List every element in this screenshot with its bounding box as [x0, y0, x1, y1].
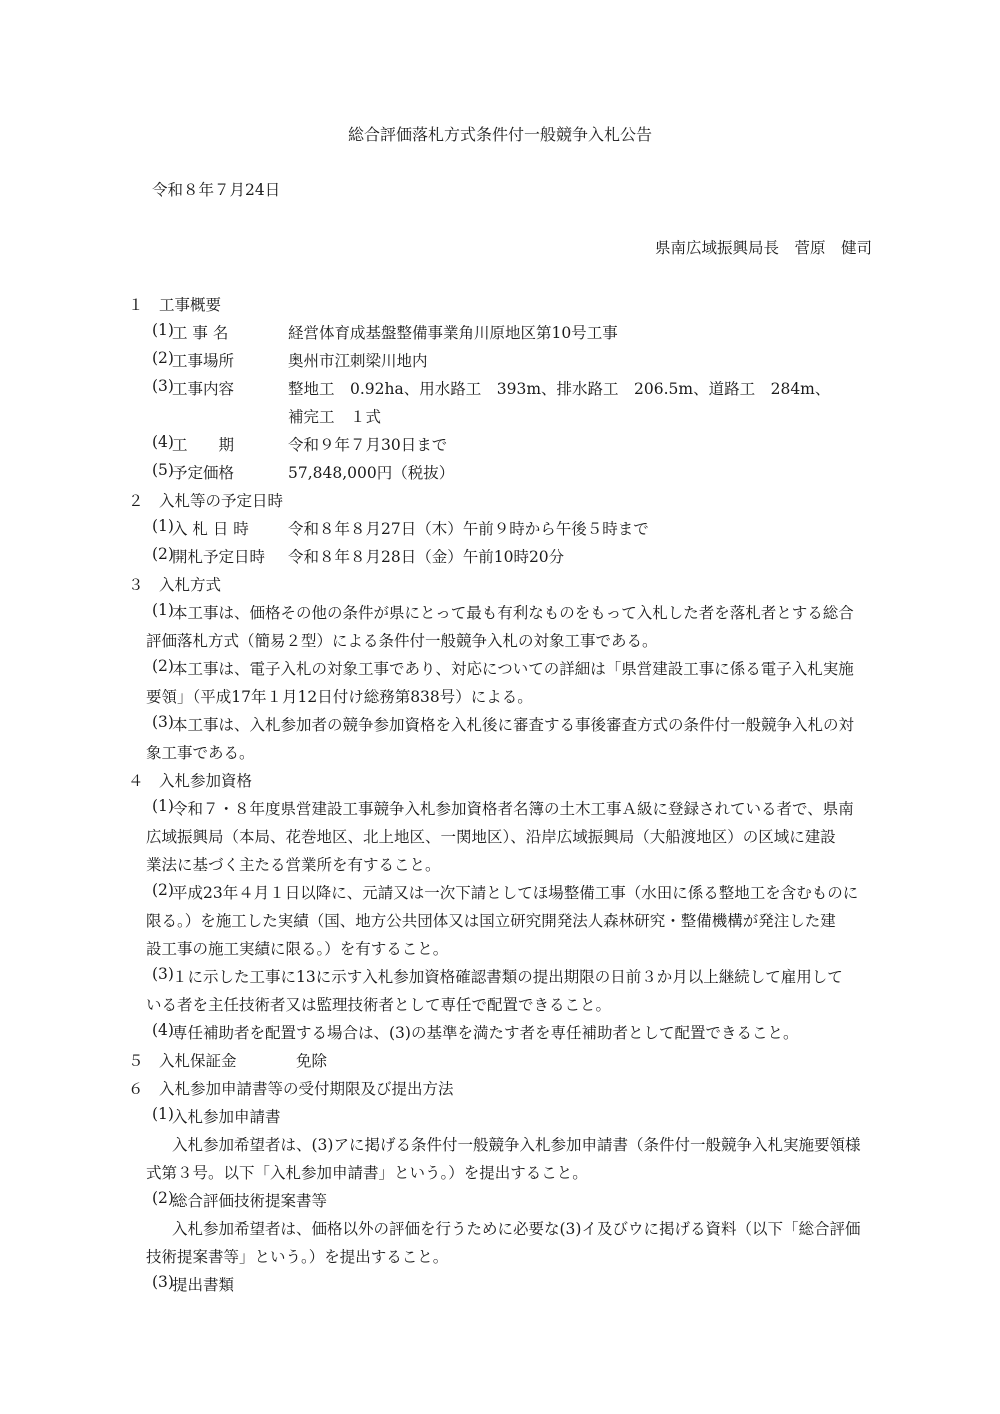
paragraph-num: (1) — [152, 601, 174, 619]
section-2-heading: ２ 入札等の予定日時 — [128, 492, 284, 510]
item-value: 令和９年７月30日まで — [288, 436, 448, 454]
item-label: 工 期 — [172, 436, 235, 454]
issuer-name: 県南広域振興局長 菅原 健司 — [654, 239, 872, 257]
item-num: (1) — [152, 517, 174, 535]
paragraph-line: 評価落札方式（簡易２型）による条件付一般競争入札の対象工事である。 — [146, 632, 658, 650]
item-value: 奥州市江刺梁川地内 — [288, 352, 428, 370]
item-num: (1) — [152, 1105, 174, 1123]
section-6-heading: ６ 入札参加申請書等の受付期限及び提出方法 — [128, 1080, 454, 1098]
paragraph-line: 業法に基づく主たる営業所を有すること。 — [146, 856, 441, 874]
section-5-heading: ５ 入札保証金 — [128, 1052, 237, 1070]
item-num: (2) — [152, 349, 174, 367]
item-num: (3) — [152, 1273, 174, 1291]
item-value: 令和８年８月28日（金）午前10時20分 — [288, 548, 565, 566]
item-label: 入 札 日 時 — [172, 520, 249, 538]
paragraph-line: 入札参加希望者は、(3)アに掲げる条件付一般競争入札参加申請書（条件付一般競争入札実施要領様 — [172, 1136, 861, 1154]
item-value: 57,848,000円（税抜） — [288, 464, 455, 482]
document-title: 総合評価落札方式条件付一般競争入札公告 — [347, 125, 652, 144]
item-label: 工 事 名 — [172, 324, 229, 342]
paragraph-line: 令和７・８年度県営建設工事競争入札参加資格者名簿の土木工事Ａ級に登録されている者で、県南 — [172, 800, 854, 818]
paragraph-line: 平成23年４月１日以降に、元請又は一次下請としてほ場整備工事（水田に係る整地工を含むものに — [172, 884, 859, 902]
paragraph-line: １に示した工事に13に示す入札参加資格確認書類の提出期限の日前３か月以上継続して雇用して — [172, 968, 843, 986]
item-label: 提出書類 — [172, 1276, 235, 1294]
paragraph-num: (3) — [152, 713, 174, 731]
item-value: 経営体育成基盤整備事業角川原地区第10号工事 — [288, 324, 618, 342]
paragraph-line: 本工事は、電子入札の対象工事であり、対応についての詳細は「県営建設工事に係る電子入札実施 — [172, 660, 854, 678]
item-num: (3) — [152, 377, 174, 395]
paragraph-line: いる者を主任技術者又は監理技術者として専任で配置できること。 — [146, 996, 612, 1014]
paragraph-line: 本工事は、入札参加者の競争参加資格を入札後に審査する事後審査方式の条件付一般競争入札の対 — [172, 716, 855, 734]
item-label: 開札予定日時 — [172, 548, 266, 566]
paragraph-line: 入札参加希望者は、価格以外の評価を行うために必要な(3)イ及びウに掲げる資料（以下「総合評価 — [172, 1220, 861, 1238]
notice-date: 令和８年７月24日 — [152, 181, 281, 199]
item-num: (5) — [152, 461, 174, 479]
paragraph-line: 限る。）を施工した実績（国、地方公共団体又は国立研究開発法人森林研究・整備機構が発注した建 — [146, 912, 836, 930]
section-3-heading: ３ 入札方式 — [128, 576, 222, 594]
paragraph-num: (1) — [152, 797, 174, 815]
paragraph-line: 広域振興局（本局、花巻地区、北上地区、一関地区）、沿岸広域振興局（大船渡地区）の区域に建設 — [146, 828, 836, 846]
paragraph-num: (4) — [152, 1021, 174, 1039]
item-num: (1) — [152, 321, 174, 339]
section-1-heading: １ 工事概要 — [128, 296, 222, 314]
paragraph-line: 式第３号。以下「入札参加申請書」という。）を提出すること。 — [146, 1164, 588, 1182]
paragraph-line: 専任補助者を配置する場合は、(3)の基準を満たす者を専任補助者として配置できること。 — [172, 1024, 799, 1042]
item-value: 整地工 0.92ha、用水路工 393m、排水路工 206.5m、道路工 284m、 — [288, 380, 831, 398]
item-label: 総合評価技術提案書等 — [172, 1192, 328, 1210]
item-label: 工事場所 — [172, 352, 235, 370]
paragraph-line: 技術提案書等」という。）を提出すること。 — [146, 1248, 449, 1266]
item-value: 令和８年８月27日（木）午前９時から午後５時まで — [288, 520, 649, 538]
paragraph-line: 要領」（平成17年１月12日付け総務第838号）による。 — [146, 688, 533, 706]
section-4-heading: ４ 入札参加資格 — [128, 772, 253, 790]
paragraph-line: 設工事の施工実績に限る。）を有すること。 — [146, 940, 449, 958]
deposit-value: 免除 — [296, 1052, 328, 1070]
item-num: (2) — [152, 1189, 174, 1207]
paragraph-num: (2) — [152, 881, 174, 899]
item-label: 工事内容 — [172, 380, 235, 398]
item-label: 入札参加申請書 — [172, 1108, 281, 1126]
item-num: (4) — [152, 433, 174, 451]
item-label: 予定価格 — [172, 464, 235, 482]
paragraph-line: 象工事である。 — [146, 744, 255, 762]
paragraph-num: (2) — [152, 657, 174, 675]
paragraph-line: 本工事は、価格その他の条件が県にとって最も有利なものをもって入札した者を落札者とする総合 — [172, 604, 854, 622]
item-value-continued: 補完工 １式 — [288, 408, 382, 426]
item-num: (2) — [152, 545, 174, 563]
paragraph-num: (3) — [152, 965, 174, 983]
